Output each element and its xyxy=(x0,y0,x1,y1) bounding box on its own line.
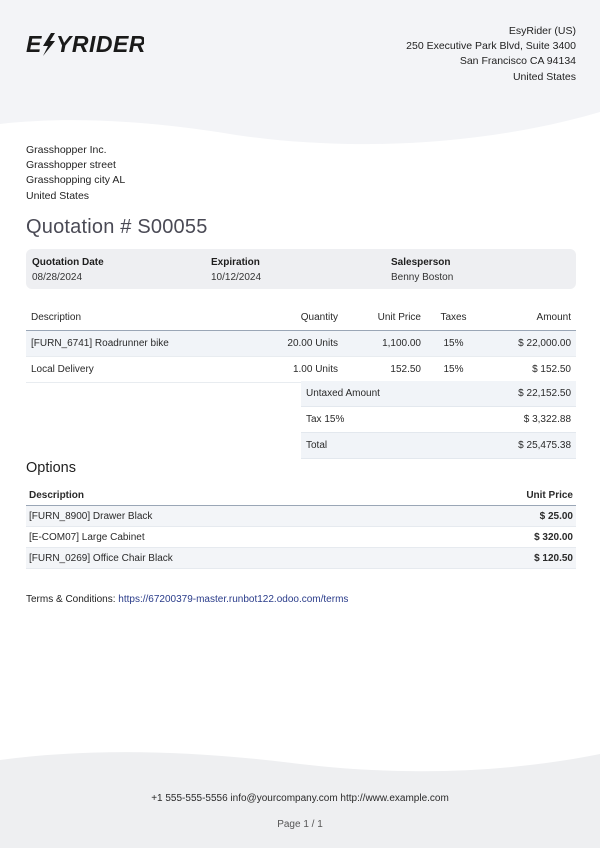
option-price: $ 320.00 xyxy=(446,527,576,548)
salesperson-label: Salesperson xyxy=(391,257,451,268)
table-header-row xyxy=(26,304,576,331)
table-row xyxy=(26,357,576,383)
totals-table xyxy=(301,381,576,459)
company-logo xyxy=(26,29,144,59)
quotation-date-value: 08/28/2024 xyxy=(32,272,83,283)
line-amount: $ 152.50 xyxy=(481,357,576,383)
company-name: EsyRider (US) xyxy=(508,25,576,37)
client-country: United States xyxy=(26,189,90,202)
line-amount: $ 22,000.00 xyxy=(481,331,576,357)
list-item xyxy=(26,548,576,569)
page-number: Page 1 / 1 xyxy=(277,819,323,830)
terms-label: Terms & Conditions: xyxy=(26,594,116,605)
footer-contact: +1 555-555-5556 info@yourcompany.com http://www.example.com xyxy=(151,793,449,804)
option-description: [FURN_0269] Office Chair Black xyxy=(26,548,446,569)
options-col-description: Description xyxy=(26,485,446,506)
col-header-quantity: Quantity xyxy=(258,304,343,331)
option-description: [E-COM07] Large Cabinet xyxy=(26,527,446,548)
salesperson-block xyxy=(391,255,453,285)
col-header-description: Description xyxy=(26,304,258,331)
total-value: $ 25,475.38 xyxy=(466,433,576,459)
table-row xyxy=(26,331,576,357)
totals-row-tax xyxy=(301,407,576,433)
quotation-date-label: Quotation Date xyxy=(32,257,104,268)
company-country: United States xyxy=(512,70,576,83)
order-lines-table xyxy=(26,304,576,383)
salesperson-value: Benny Boston xyxy=(391,272,454,283)
totals-row-untaxed xyxy=(301,381,576,407)
list-item xyxy=(26,527,576,548)
svg-text:E: E xyxy=(26,31,42,57)
client-city: Grasshopping city AL xyxy=(26,174,126,187)
line-quantity: 20.00 Units xyxy=(258,331,343,357)
options-header-row xyxy=(26,485,576,506)
client-address xyxy=(26,143,125,204)
expiration-label: Expiration xyxy=(211,257,260,268)
col-header-amount: Amount xyxy=(481,304,576,331)
svg-text:YRIDER: YRIDER xyxy=(56,31,144,57)
line-unit-price: 152.50 xyxy=(343,357,426,383)
option-price: $ 120.50 xyxy=(446,548,576,569)
line-taxes: 15% xyxy=(426,331,481,357)
quotation-title: Quotation # S00055 xyxy=(26,216,208,238)
company-address xyxy=(406,24,576,85)
col-header-unit-price: Unit Price xyxy=(343,304,426,331)
untaxed-label: Untaxed Amount xyxy=(301,381,466,407)
expiration-block xyxy=(211,255,261,285)
line-quantity: 1.00 Units xyxy=(258,357,343,383)
untaxed-value: $ 22,152.50 xyxy=(466,381,576,407)
client-street: Grasshopper street xyxy=(26,159,116,172)
line-taxes: 15% xyxy=(426,357,481,383)
totals-row-total xyxy=(301,433,576,459)
expiration-value: 10/12/2024 xyxy=(211,272,262,283)
quotation-date-block xyxy=(32,255,104,285)
tax-label: Tax 15% xyxy=(301,407,466,433)
company-street: 250 Executive Park Blvd, Suite 3400 xyxy=(406,40,576,53)
line-description: Local Delivery xyxy=(26,357,258,383)
option-description: [FURN_8900] Drawer Black xyxy=(26,506,446,527)
total-label: Total xyxy=(301,433,466,459)
option-price: $ 25.00 xyxy=(446,506,576,527)
line-unit-price: 1,100.00 xyxy=(343,331,426,357)
client-name: Grasshopper Inc. xyxy=(26,144,107,156)
tax-value: $ 3,322.88 xyxy=(466,407,576,433)
line-description: [FURN_6741] Roadrunner bike xyxy=(26,331,258,357)
company-city: San Francisco CA 94134 xyxy=(459,55,576,68)
quotation-info-box xyxy=(26,249,576,289)
terms-and-conditions xyxy=(26,594,348,605)
options-col-unit-price: Unit Price xyxy=(446,485,576,506)
col-header-taxes: Taxes xyxy=(426,304,481,331)
terms-link[interactable]: https://67200379-master.runbot122.odoo.com/terms xyxy=(118,594,349,605)
list-item xyxy=(26,506,576,527)
options-title: Options xyxy=(26,460,76,476)
options-table xyxy=(26,485,576,569)
